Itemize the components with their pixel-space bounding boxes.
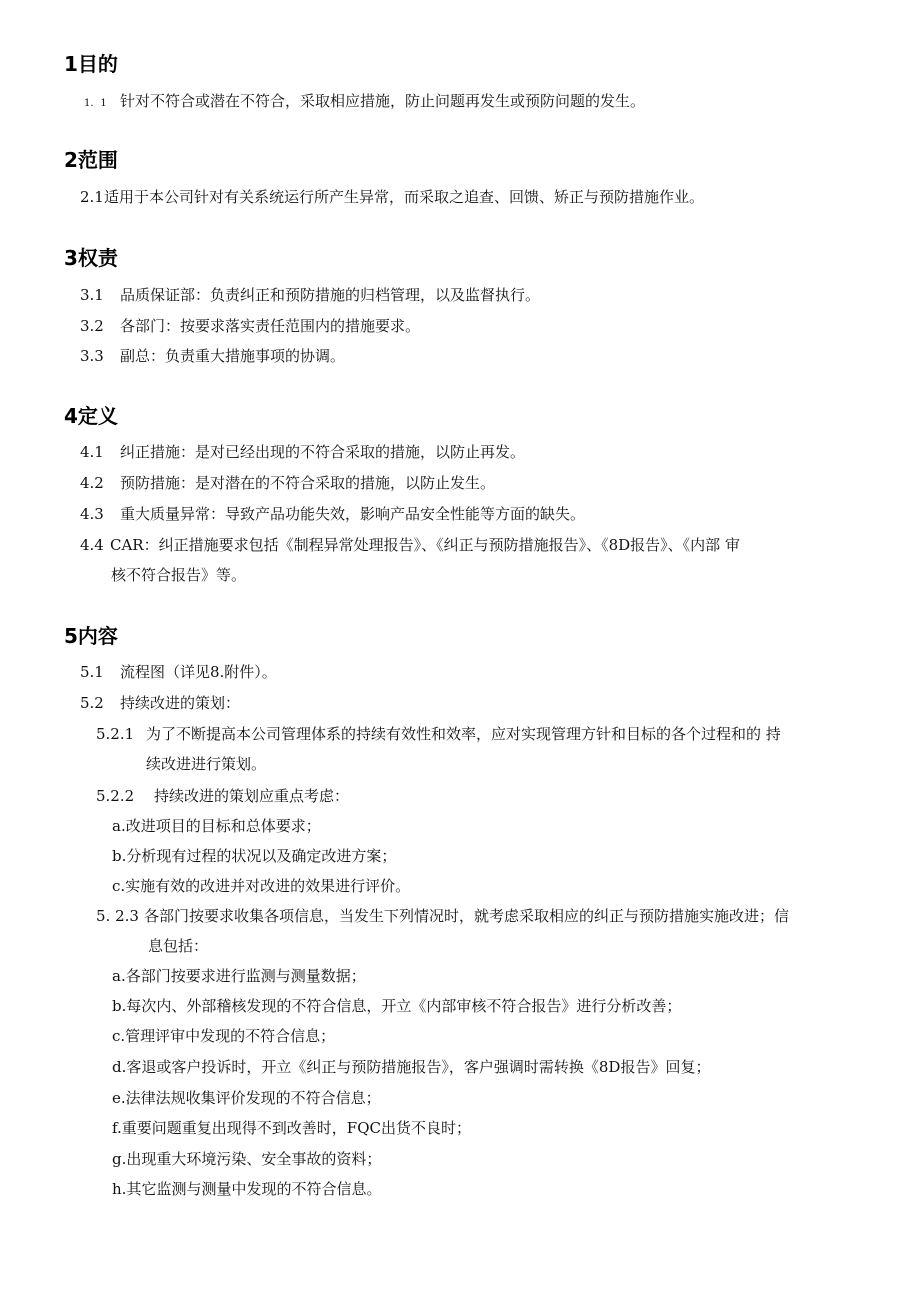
list-item-text: 其它监测与测量中发现的不符合信息。 <box>126 1180 382 1198</box>
list-marker: g. <box>112 1150 127 1168</box>
list-item-c <box>112 875 410 897</box>
clause-5-2-3 <box>96 905 789 927</box>
section-heading-content: 5内容 <box>64 624 118 648</box>
clause-text: 纠正措施：是对已经出现的不符合采取的措施，以防止再发。 <box>120 443 526 461</box>
clause-text: 流程图（详见8.附件）。 <box>120 663 277 681</box>
clause-number: 5.1 <box>80 663 104 681</box>
list-marker: f. <box>112 1119 122 1137</box>
clause-number: 5.2.2 <box>96 787 135 805</box>
clause-text: 为了不断提高本公司管理体系的持续有效性和效率，应对实现管理方针和目标的各个过程和的 持 <box>146 725 781 743</box>
section-heading-scope: 2范围 <box>64 148 118 172</box>
list-item-d <box>112 1056 710 1078</box>
list-item-text: 重要问题重复出现得不到改善时，FQC出货不良时； <box>121 1119 471 1137</box>
clause-1-1 <box>84 90 645 115</box>
clause-text: 各部门按要求收集各项信息，当发生下列情况时，就考虑采取相应的纠正与预防措施实施改进；信 <box>144 907 790 925</box>
list-item-e <box>112 1087 381 1109</box>
clause-4-3 <box>80 503 585 525</box>
clause-number: 4.2 <box>80 474 104 492</box>
list-marker: h. <box>112 1180 127 1198</box>
clause-3-2 <box>80 315 420 337</box>
list-item-text: 实施有效的改进并对改进的效果进行评价。 <box>125 877 411 895</box>
list-item-b <box>112 845 396 867</box>
list-item-text: 分析现有过程的状况以及确定改进方案； <box>126 847 397 865</box>
list-marker: a. <box>112 967 126 985</box>
list-item-c <box>112 1025 335 1047</box>
clause-text: 持续改进的策划应重点考虑： <box>154 787 350 805</box>
list-marker: e. <box>112 1089 126 1107</box>
list-marker: c. <box>112 1027 126 1045</box>
clause-5-2 <box>80 692 240 714</box>
list-item-h <box>112 1178 381 1200</box>
section-heading-definitions: 4定义 <box>64 404 118 428</box>
list-item-text: 改进项目的目标和总体要求； <box>125 817 321 835</box>
list-marker: c. <box>112 877 126 895</box>
clause-3-1 <box>80 284 540 306</box>
clause-4-1 <box>80 441 525 463</box>
clause-5-2-1 <box>96 723 781 745</box>
list-item-f <box>112 1117 471 1139</box>
clause-text: 副总：负责重大措施事项的协调。 <box>120 347 346 365</box>
clause-2-1 <box>80 186 704 208</box>
clause-text: 各部门：按要求落实责任范围内的措施要求。 <box>120 317 421 335</box>
list-item-text: 出现重大环境污染、安全事故的资料； <box>126 1150 382 1168</box>
clause-text: 品质保证部：负责纠正和预防措施的归档管理，以及监督执行。 <box>120 286 541 304</box>
list-item-b <box>112 995 681 1017</box>
clause-number: 5.2 <box>80 694 104 712</box>
clause-4-2 <box>80 472 495 494</box>
clause-4-4 <box>80 534 740 556</box>
clause-text: 预防措施：是对潜在的不符合采取的措施，以防止发生。 <box>120 474 496 492</box>
clause-text: 针对不符合或潜在不符合，采取相应措施，防止问题再发生或预防问题的发生。 <box>120 92 646 110</box>
clause-text: CAR：纠正措施要求包括《制程异常处理报告》、《纠正与预防措施报告》、《8D报告》、《内部 审 <box>110 536 740 554</box>
list-item-a <box>112 815 321 837</box>
clause-number: 2.1 <box>80 188 104 206</box>
clause-text: 适用于本公司针对有关系统运行所产生异常，而采取之追查、回馈、矫正与预防措施作业。 <box>104 188 705 206</box>
list-item-g <box>112 1148 381 1170</box>
list-item-text: 各部门按要求进行监测与测量数据； <box>125 967 366 985</box>
clause-number: 5.2.1 <box>96 725 135 743</box>
list-marker: b. <box>112 997 127 1015</box>
list-item-text: 法律法规收集评价发现的不符合信息； <box>125 1089 381 1107</box>
clause-5-2-1-continuation: 续改进进行策划。 <box>146 755 267 773</box>
list-marker: b. <box>112 847 127 865</box>
clause-number: 5. 2.3 <box>96 907 139 925</box>
clause-5-1 <box>80 661 277 683</box>
list-item-a <box>112 965 366 987</box>
clause-number: 3.2 <box>80 317 104 335</box>
clause-number: 4.1 <box>80 443 104 461</box>
list-item-text: 每次内、外部稽核发现的不符合信息，开立《内部审核不符合报告》进行分析改善； <box>126 997 682 1015</box>
section-heading-purpose: 1目的 <box>64 52 118 76</box>
clause-text: 持续改进的策划： <box>120 694 241 712</box>
section-heading-responsibilities: 3权责 <box>64 246 118 270</box>
list-marker: a. <box>112 817 126 835</box>
clause-5-2-2 <box>96 785 349 807</box>
clause-text: 重大质量异常：导致产品功能失效，影响产品安全性能等方面的缺失。 <box>120 505 586 523</box>
list-marker: d. <box>112 1058 127 1076</box>
clause-5-2-3-continuation: 息包括： <box>148 937 209 955</box>
list-item-text: 客退或客户投诉时，开立《纠正与预防措施报告》，客户强调时需转换《8D报告》回复； <box>126 1058 711 1076</box>
clause-number: 3.3 <box>80 347 104 365</box>
clause-number: 4.4 <box>80 536 104 554</box>
clause-number: 3.1 <box>80 286 104 304</box>
list-item-text: 管理评审中发现的不符合信息； <box>125 1027 336 1045</box>
clause-4-4-continuation: 核不符合报告》等。 <box>111 566 247 584</box>
clause-number: 1．1 <box>84 98 107 109</box>
clause-3-3 <box>80 345 345 367</box>
clause-number: 4.3 <box>80 505 104 523</box>
